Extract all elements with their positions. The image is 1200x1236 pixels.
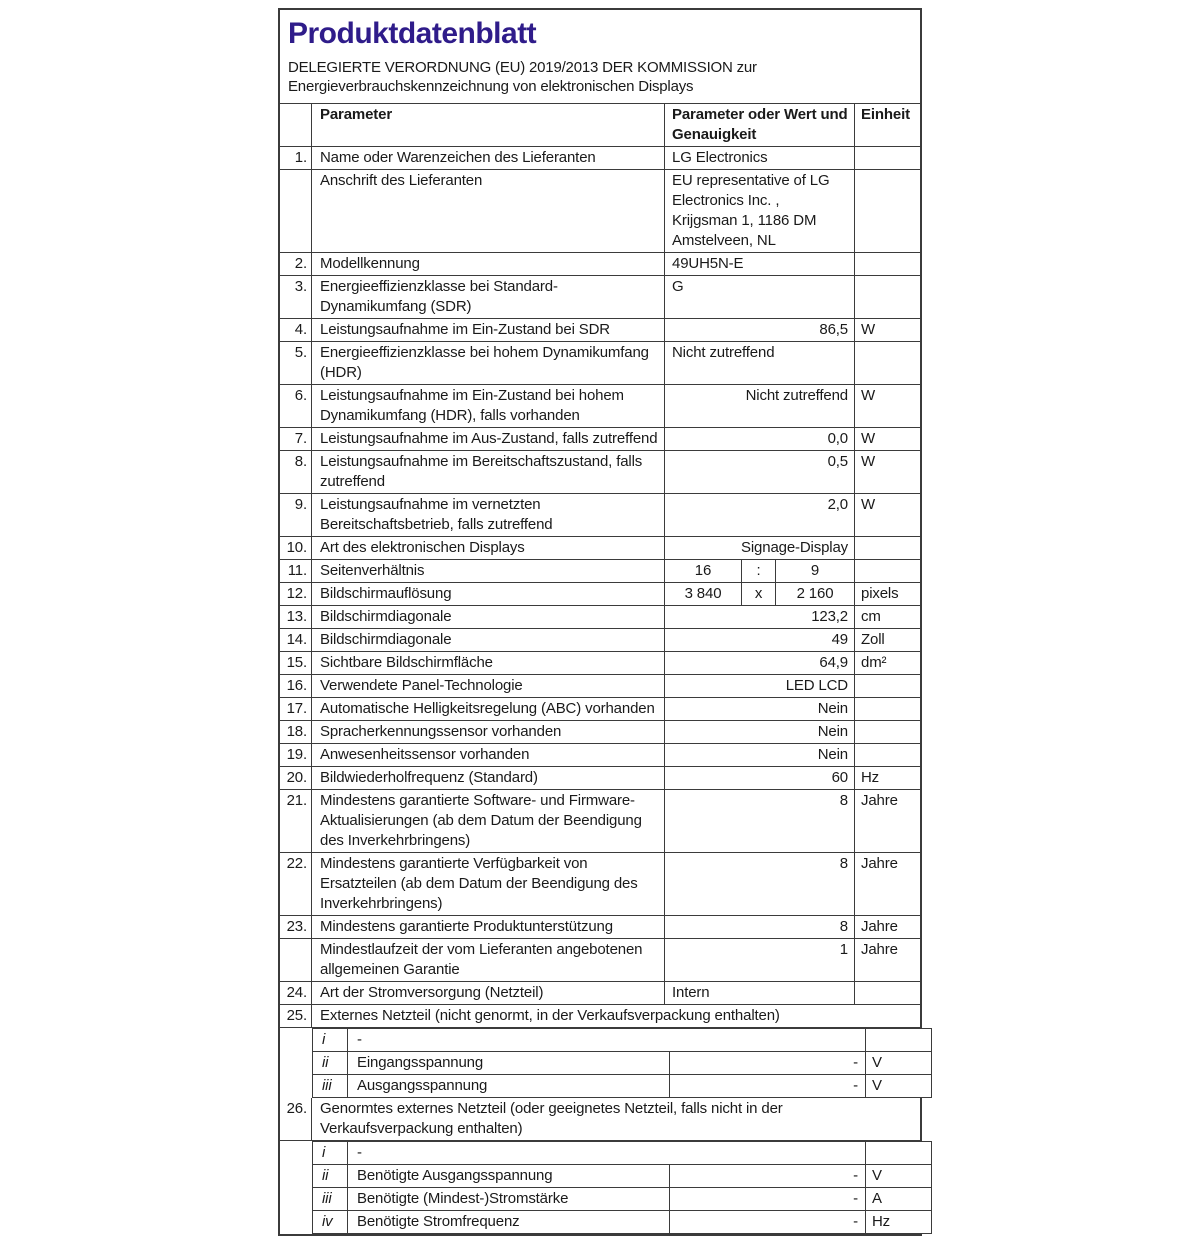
parameter-cell: Name oder Warenzeichen des Lieferanten	[312, 147, 665, 169]
sub-row-numeral: ii	[313, 1165, 348, 1187]
unit-cell: pixels	[861, 585, 899, 602]
nested-table-row	[313, 1052, 931, 1075]
parameter-cell: Bildwiederholfrequenz (Standard)	[312, 767, 665, 789]
unit-cell	[855, 675, 920, 697]
parameter-cell: Art des elektronischen Displays	[312, 537, 665, 559]
value-cell: 1	[665, 939, 855, 981]
table-row	[280, 276, 920, 319]
unit-cell	[855, 342, 920, 384]
table-row	[280, 675, 920, 698]
row-number: 15.	[280, 652, 312, 674]
unit-cell: W	[861, 496, 876, 513]
parameter-cell: Bildschirmdiagonale	[312, 629, 665, 651]
nested-table-row	[313, 1165, 931, 1188]
row-number: 26.	[280, 1098, 312, 1140]
parameter-cell: Mindestlaufzeit der vom Lieferanten angebotenen allgemeinen Garantie	[312, 939, 665, 981]
table-row	[280, 342, 920, 385]
parameter-cell: Anschrift des Lieferanten	[312, 170, 665, 252]
unit-cell: W	[861, 387, 876, 404]
value-cell: LG Electronics	[665, 147, 855, 169]
nested-table-row	[313, 1142, 931, 1165]
table-section	[280, 1098, 920, 1234]
sub-parameter-cell: Benötigte (Mindest-)Stromstärke	[348, 1188, 670, 1210]
value-cell: Nicht zutreffend	[665, 385, 855, 427]
parameter-cell: Energieeffizienzklasse bei Standard-Dynamikumfang (SDR)	[312, 276, 665, 318]
unit-cell: Zoll	[861, 631, 885, 648]
table-row	[280, 170, 920, 253]
table-row	[280, 253, 920, 276]
parameter-cell: Bildschirmauflösung	[312, 583, 665, 605]
row-number: 12.	[280, 583, 312, 605]
sub-parameter-cell: Ausgangsspannung	[348, 1075, 670, 1097]
row-number: 17.	[280, 698, 312, 720]
datasheet-document	[278, 8, 922, 1236]
unit-cell	[855, 276, 920, 318]
unit-cell	[855, 982, 920, 1004]
unit-cell: W	[861, 321, 876, 338]
subtitle-line-1: DELEGIERTE VERORDNUNG (EU) 2019/2013 DER KOMMISSION zur	[288, 59, 757, 76]
nested-table-row	[313, 1075, 931, 1097]
nested-table	[312, 1028, 932, 1098]
sub-parameter-cell: Eingangsspannung	[348, 1052, 670, 1074]
row-number: 19.	[280, 744, 312, 766]
row-number: 22.	[280, 853, 312, 915]
value-cell: EU representative of LG Electronics Inc. , Krijgsman 1, 1186 DM Amstelveen, NL	[665, 170, 855, 252]
row-number: 2.	[280, 253, 312, 275]
value-cell: 8	[665, 790, 855, 852]
parameter-cell: Mindestens garantierte Verfügbarkeit von Ersatzteilen (ab dem Datum der Beendigung des Inverkehrbringens)	[312, 853, 665, 915]
section-label: Genormtes externes Netzteil (oder geeignetes Netzteil, falls nicht in der Verkaufsverpackung enthalten)	[320, 1100, 783, 1137]
value-part-right: 9	[810, 562, 820, 579]
parameter-cell: Leistungsaufnahme im vernetzten Bereitschaftsbetrieb, falls zutreffend	[312, 494, 665, 536]
value-part-left: 3 840	[665, 583, 742, 605]
value-part-right: 2 160	[796, 585, 834, 602]
sub-value-cell: -	[348, 1029, 866, 1051]
unit-cell: W	[861, 453, 876, 470]
row-number: 16.	[280, 675, 312, 697]
value-separator: x	[742, 583, 776, 605]
nested-table-row	[313, 1211, 931, 1233]
row-number: 21.	[280, 790, 312, 852]
parameter-cell: Leistungsaufnahme im Ein-Zustand bei SDR	[312, 319, 665, 341]
parameter-cell: Art der Stromversorgung (Netzteil)	[312, 982, 665, 1004]
unit-cell	[855, 147, 920, 169]
table-row	[280, 606, 920, 629]
parameter-cell: Seitenverhältnis	[312, 560, 665, 582]
row-number: 24.	[280, 982, 312, 1004]
row-number: 4.	[280, 319, 312, 341]
parameter-cell: Energieeffizienzklasse bei hohem Dynamikumfang (HDR)	[312, 342, 665, 384]
row-number	[280, 170, 312, 252]
table-row	[280, 428, 920, 451]
parameter-cell: Automatische Helligkeitsregelung (ABC) vorhanden	[312, 698, 665, 720]
header-value-cell: Parameter oder Wert und Genauigkeit	[665, 104, 855, 146]
row-number: 3.	[280, 276, 312, 318]
unit-cell	[855, 560, 920, 582]
value-cell: 0,5	[665, 451, 855, 493]
sub-row-numeral: iv	[313, 1211, 348, 1233]
value-cell: 49UH5N-E	[665, 253, 855, 275]
sub-parameter-cell: Benötigte Stromfrequenz	[348, 1211, 670, 1233]
table-row	[280, 790, 920, 853]
value-cell: LED LCD	[665, 675, 855, 697]
unit-cell	[855, 698, 920, 720]
datasheet-table	[280, 103, 920, 1234]
table-header-row	[280, 104, 920, 147]
value-cell: 123,2	[665, 606, 855, 628]
table-row	[280, 319, 920, 342]
value-cell: Nein	[665, 744, 855, 766]
parameter-cell: Anwesenheitssensor vorhanden	[312, 744, 665, 766]
table-body	[280, 147, 920, 1234]
section-label-row	[280, 1005, 920, 1028]
value-cell: G	[665, 276, 855, 318]
parameter-cell: Bildschirmdiagonale	[312, 606, 665, 628]
header-number-cell	[280, 104, 312, 146]
row-number: 6.	[280, 385, 312, 427]
value-cell: Nein	[665, 721, 855, 743]
value-cell: 49	[665, 629, 855, 651]
value-part-left: 16	[665, 560, 742, 582]
page-title: Produktdatenblatt	[288, 17, 537, 50]
value-cell: Nicht zutreffend	[665, 342, 855, 384]
unit-cell	[855, 537, 920, 559]
table-row	[280, 451, 920, 494]
table-row	[280, 916, 920, 939]
row-number: 11.	[280, 560, 312, 582]
sub-unit-cell	[866, 1142, 931, 1164]
table-row	[280, 629, 920, 652]
table-row	[280, 494, 920, 537]
value-cell: Intern	[665, 982, 855, 1004]
sub-value-cell: -	[348, 1142, 866, 1164]
row-number: 8.	[280, 451, 312, 493]
sub-unit-cell: Hz	[872, 1213, 891, 1230]
parameter-cell: Spracherkennungssensor vorhanden	[312, 721, 665, 743]
table-row	[280, 537, 920, 560]
row-number: 7.	[280, 428, 312, 450]
table-row	[280, 939, 920, 982]
table-row	[280, 982, 920, 1005]
row-number: 23.	[280, 916, 312, 938]
unit-cell: Hz	[861, 769, 880, 786]
sub-row-numeral: ii	[313, 1052, 348, 1074]
value-cell: 60	[665, 767, 855, 789]
table-row	[280, 560, 920, 583]
row-number: 9.	[280, 494, 312, 536]
unit-cell	[855, 721, 920, 743]
value-cell: 2,0	[665, 494, 855, 536]
value-separator: :	[742, 560, 776, 582]
section-label: Externes Netzteil (nicht genormt, in der Verkaufsverpackung enthalten)	[320, 1007, 780, 1024]
table-row	[280, 721, 920, 744]
table-row	[280, 698, 920, 721]
subtitle-line-2: Energieverbrauchskennzeichnung von elektronischen Displays	[288, 78, 694, 95]
sub-unit-cell: A	[872, 1190, 882, 1207]
parameter-cell: Mindestens garantierte Software- und Firmware-Aktualisierungen (ab dem Datum der Beendigung des Inverkehrbringens)	[312, 790, 665, 852]
row-number: 13.	[280, 606, 312, 628]
sub-unit-cell: V	[872, 1167, 882, 1184]
value-cell: Nein	[665, 698, 855, 720]
value-cell	[665, 583, 855, 605]
value-cell: 64,9	[665, 652, 855, 674]
value-cell: 8	[665, 853, 855, 915]
parameter-cell: Leistungsaufnahme im Bereitschaftszustand, falls zutreffend	[312, 451, 665, 493]
value-cell: 8	[665, 916, 855, 938]
row-number: 5.	[280, 342, 312, 384]
sub-row-numeral: i	[313, 1142, 348, 1164]
sub-value-cell: -	[670, 1075, 866, 1097]
row-number: 10.	[280, 537, 312, 559]
value-cell	[665, 560, 855, 582]
unit-cell	[855, 253, 920, 275]
unit-cell	[855, 170, 920, 252]
value-cell: 86,5	[665, 319, 855, 341]
header-parameter-cell: Parameter	[312, 104, 665, 146]
unit-cell	[855, 744, 920, 766]
unit-cell: Jahre	[861, 855, 898, 872]
sub-value-cell: -	[670, 1188, 866, 1210]
row-number: 1.	[280, 147, 312, 169]
unit-cell: W	[861, 430, 876, 447]
sub-unit-cell: V	[872, 1054, 882, 1071]
sub-value-cell: -	[670, 1052, 866, 1074]
sub-value-cell: -	[670, 1165, 866, 1187]
sub-value-cell: -	[670, 1211, 866, 1233]
table-section	[280, 1005, 920, 1098]
table-row	[280, 147, 920, 170]
row-number: 18.	[280, 721, 312, 743]
title-block	[280, 10, 920, 103]
sub-row-numeral: i	[313, 1029, 348, 1051]
parameter-cell: Leistungsaufnahme im Aus-Zustand, falls zutreffend	[312, 428, 665, 450]
unit-cell: dm²	[861, 654, 887, 671]
sub-parameter-cell: Benötigte Ausgangsspannung	[348, 1165, 670, 1187]
row-number: 14.	[280, 629, 312, 651]
row-number	[280, 939, 312, 981]
table-row	[280, 583, 920, 606]
parameter-cell: Mindestens garantierte Produktunterstützung	[312, 916, 665, 938]
parameter-cell: Modellkennung	[312, 253, 665, 275]
unit-cell: Jahre	[861, 941, 898, 958]
value-cell: Signage-Display	[665, 537, 855, 559]
row-number: 20.	[280, 767, 312, 789]
header-unit-cell: Einheit	[861, 106, 910, 123]
parameter-cell: Leistungsaufnahme im Ein-Zustand bei hohem Dynamikumfang (HDR), falls vorhanden	[312, 385, 665, 427]
sub-row-numeral: iii	[313, 1188, 348, 1210]
unit-cell: Jahre	[861, 918, 898, 935]
table-row	[280, 744, 920, 767]
sub-unit-cell	[866, 1029, 931, 1051]
nested-table	[312, 1141, 932, 1234]
unit-cell: cm	[861, 608, 881, 625]
unit-cell: Jahre	[861, 792, 898, 809]
value-cell: 0,0	[665, 428, 855, 450]
section-label-row	[280, 1098, 920, 1141]
table-row	[280, 652, 920, 675]
table-row	[280, 853, 920, 916]
sub-row-numeral: iii	[313, 1075, 348, 1097]
table-row	[280, 385, 920, 428]
row-number: 25.	[280, 1005, 312, 1027]
sub-unit-cell: V	[872, 1077, 882, 1094]
nested-table-row	[313, 1029, 931, 1052]
table-row	[280, 767, 920, 790]
parameter-cell: Verwendete Panel-Technologie	[312, 675, 665, 697]
parameter-cell: Sichtbare Bildschirmfläche	[312, 652, 665, 674]
